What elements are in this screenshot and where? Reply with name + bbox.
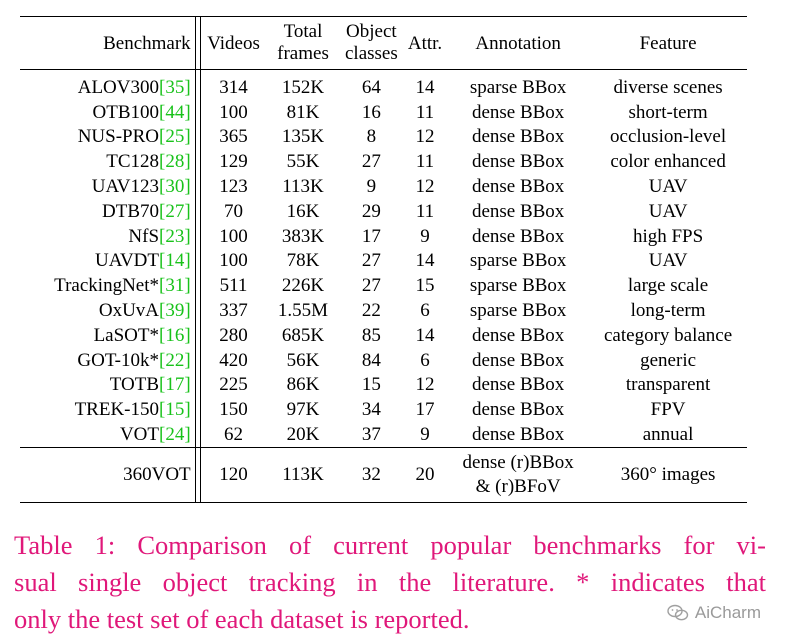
benchmark-name: VOT [119, 424, 160, 446]
cell-annotation: dense BBox [471, 126, 565, 148]
cell-attr: 17 [415, 399, 435, 421]
cell-annotation: dense BBox [471, 324, 565, 346]
benchmark-name: LaSOT* [93, 324, 160, 346]
cell-benchmark [20, 70, 195, 100]
cell-object-classes: 27 [361, 250, 381, 272]
cell-object-classes: 85 [361, 324, 381, 346]
cell-attr: 14 [415, 76, 435, 98]
cell-annotation: dense BBox [471, 424, 565, 446]
citation-ref: [28] [159, 151, 191, 173]
cell-feature: high FPS [632, 225, 704, 247]
cell-benchmark [20, 100, 195, 125]
benchmark-name: ALOV300 [77, 76, 160, 98]
cell-frames: 383K [281, 225, 325, 247]
table-row-360vot [20, 447, 747, 502]
annotation-line2: & (r)BFoV [475, 475, 561, 497]
cell-object-classes: 8 [366, 126, 377, 148]
citation-ref: [22] [159, 349, 191, 371]
cell-videos: 123 [219, 176, 248, 198]
cell-frames: 86K [286, 374, 320, 396]
table-row [20, 348, 747, 373]
table-row [20, 323, 747, 348]
citation-ref: [17] [159, 374, 191, 396]
table-row [20, 125, 747, 150]
table-header-row [20, 17, 747, 70]
cell-videos: 62 [224, 424, 244, 446]
benchmark-name: TrackingNet* [54, 275, 160, 297]
cell-frames: 685K [281, 324, 325, 346]
header-annotation: Annotation [475, 32, 561, 54]
cell-benchmark [20, 323, 195, 348]
header-benchmark: Benchmark [103, 32, 191, 54]
caption-line: Table 1: Comparison of current popular benchmarks for vi- [14, 530, 766, 560]
benchmark-name: TOTB [109, 374, 160, 396]
table-row [20, 397, 747, 422]
cell-feature: UAV [648, 200, 688, 222]
cell-annotation: dense BBox [471, 176, 565, 198]
cell-annotation: dense BBox [471, 225, 565, 247]
benchmark-name: GOT-10k* [77, 349, 160, 371]
cell-object-classes: 9 [366, 176, 377, 198]
cell-attr: 14 [415, 250, 435, 272]
cell-annotation: dense BBox [471, 399, 565, 421]
cell-videos: 100 [219, 101, 248, 123]
cell-videos: 150 [219, 399, 248, 421]
cell-annotation: dense BBox [471, 349, 565, 371]
cell-feature: UAV [648, 250, 688, 272]
cell-videos: 100 [219, 225, 248, 247]
citation-ref: [44] [159, 101, 191, 123]
cell-benchmark [20, 249, 195, 274]
cell-feature: FPV [650, 399, 686, 421]
cell-frames: 78K [286, 250, 320, 272]
cell-frames: 20K [286, 424, 320, 446]
header-objects-line1: Object [346, 21, 397, 42]
table-row [20, 70, 747, 100]
table-row [20, 273, 747, 298]
cell-feature: 360° images [589, 447, 747, 502]
cell-videos: 129 [219, 151, 248, 173]
cell-annotation: dense BBox [471, 101, 565, 123]
header-total-frames [266, 17, 340, 70]
citation-ref: [15] [159, 399, 191, 421]
cell-benchmark [20, 298, 195, 323]
benchmark-table-container [20, 16, 747, 503]
table-row [20, 373, 747, 398]
cell-benchmark [20, 273, 195, 298]
cell-frames: 97K [286, 399, 320, 421]
cell-benchmark [20, 422, 195, 447]
cell-frames: 16K [286, 200, 320, 222]
table-row [20, 199, 747, 224]
cell-attr: 12 [415, 176, 435, 198]
cell-benchmark [20, 348, 195, 373]
cell-videos: 420 [219, 349, 248, 371]
cell-attr: 6 [420, 349, 430, 371]
cell-benchmark: 360VOT [20, 447, 195, 502]
cell-videos: 337 [219, 300, 248, 322]
cell-attr: 14 [415, 324, 435, 346]
cell-videos: 511 [219, 275, 248, 297]
cell-annotation: dense BBox [471, 200, 565, 222]
cell-attr: 12 [415, 374, 435, 396]
header-videos: Videos [207, 32, 260, 54]
cell-feature: transparent [625, 374, 711, 396]
cell-attr: 11 [415, 200, 435, 222]
citation-ref: [27] [159, 200, 191, 222]
cell-benchmark [20, 397, 195, 422]
watermark-text: AiCharm [694, 603, 761, 622]
citation-ref: [30] [159, 176, 191, 198]
table-row [20, 298, 747, 323]
cell-benchmark [20, 149, 195, 174]
cell-frames: 135K [281, 126, 325, 148]
cell-benchmark [20, 174, 195, 199]
header-frames-line1: Total [283, 21, 323, 42]
cell-object-classes: 22 [361, 300, 381, 322]
cell-object-classes: 16 [361, 101, 381, 123]
cell-object-classes: 27 [361, 151, 381, 173]
cell-object-classes: 32 [340, 447, 403, 502]
cell-videos: 120 [200, 447, 266, 502]
cell-feature: large scale [627, 275, 709, 297]
wechat-icon [667, 604, 689, 622]
cell-feature: generic [640, 349, 697, 371]
citation-ref: [16] [159, 324, 191, 346]
cell-object-classes: 27 [361, 275, 381, 297]
cell-videos: 280 [219, 324, 248, 346]
cell-frames: 152K [281, 76, 325, 98]
cell-frames: 113K [266, 447, 340, 502]
cell-object-classes: 37 [361, 424, 381, 446]
benchmark-name: OxUvA [98, 300, 160, 322]
cell-object-classes: 34 [361, 399, 381, 421]
table-row [20, 174, 747, 199]
cell-feature: category balance [603, 324, 733, 346]
header-attr: Attr. [407, 32, 443, 54]
cell-feature: diverse scenes [613, 76, 723, 98]
watermark [667, 603, 761, 623]
cell-frames: 81K [286, 101, 320, 123]
benchmark-name: TREK-150 [74, 399, 160, 421]
cell-benchmark [20, 199, 195, 224]
benchmark-name: UAV123 [91, 176, 160, 198]
citation-ref: [35] [159, 76, 191, 98]
cell-annotation: sparse BBox [469, 250, 567, 272]
table-row [20, 422, 747, 447]
cell-attr: 6 [420, 300, 430, 322]
cell-attr: 9 [420, 225, 430, 247]
cell-videos: 225 [219, 374, 248, 396]
cell-videos: 70 [224, 200, 244, 222]
cell-benchmark [20, 125, 195, 150]
table-caption [14, 527, 766, 638]
annotation-line1: dense (r)BBox [462, 451, 574, 473]
cell-benchmark [20, 224, 195, 249]
table-row [20, 224, 747, 249]
citation-ref: [23] [159, 225, 191, 247]
citation-ref: [39] [159, 300, 191, 322]
cell-frames: 226K [281, 275, 325, 297]
citation-ref: [24] [159, 424, 191, 446]
citation-ref: [25] [159, 126, 191, 148]
benchmark-name: NfS [128, 225, 160, 247]
citation-ref: [31] [159, 275, 191, 297]
cell-attr: 20 [403, 447, 447, 502]
cell-object-classes: 15 [361, 374, 381, 396]
benchmark-table [20, 16, 747, 503]
benchmark-name: OTB100 [92, 101, 160, 123]
cell-annotation: sparse BBox [469, 76, 567, 98]
benchmark-name: TC128 [106, 151, 160, 173]
cell-attr: 12 [415, 126, 435, 148]
cell-attr: 9 [420, 424, 430, 446]
cell-frames: 113K [282, 176, 324, 198]
header-frames-line2: frames [277, 43, 329, 64]
table-row [20, 100, 747, 125]
cell-object-classes: 64 [361, 76, 381, 98]
cell-annotation: dense BBox [471, 151, 565, 173]
cell-object-classes: 29 [361, 200, 381, 222]
cell-frames: 55K [286, 151, 320, 173]
cell-annotation: sparse BBox [469, 275, 567, 297]
header-objects-line2: classes [344, 43, 398, 64]
header-feature: Feature [639, 32, 697, 54]
benchmark-name: DTB70 [102, 200, 160, 222]
header-object-classes [340, 17, 403, 70]
benchmark-name: NUS-PRO [77, 126, 160, 148]
cell-videos: 100 [219, 250, 248, 272]
cell-videos: 314 [219, 76, 248, 98]
cell-feature: UAV [648, 176, 688, 198]
cell-feature: color enhanced [610, 151, 726, 173]
cell-object-classes: 17 [361, 225, 381, 247]
cell-annotation [447, 447, 589, 502]
table-row [20, 149, 747, 174]
cell-attr: 11 [415, 101, 435, 123]
cell-feature: annual [642, 424, 694, 446]
cell-videos: 365 [219, 126, 248, 148]
table-row [20, 249, 747, 274]
citation-ref: [14] [159, 250, 191, 272]
cell-frames: 56K [286, 349, 320, 371]
caption-line: only the test set of each dataset is reported. [14, 604, 470, 634]
cell-object-classes: 84 [361, 349, 381, 371]
cell-feature: occlusion-level [610, 126, 727, 148]
cell-benchmark [20, 373, 195, 398]
cell-annotation: dense BBox [471, 374, 565, 396]
cell-frames: 1.55M [277, 300, 329, 322]
cell-feature: short-term [628, 101, 708, 123]
cell-attr: 15 [415, 275, 435, 297]
cell-feature: long-term [630, 300, 706, 322]
cell-attr: 11 [415, 151, 435, 173]
cell-annotation: sparse BBox [469, 300, 567, 322]
caption-line: sual single object tracking in the literature. * indicates that [14, 567, 766, 597]
benchmark-name: UAVDT [94, 250, 160, 272]
